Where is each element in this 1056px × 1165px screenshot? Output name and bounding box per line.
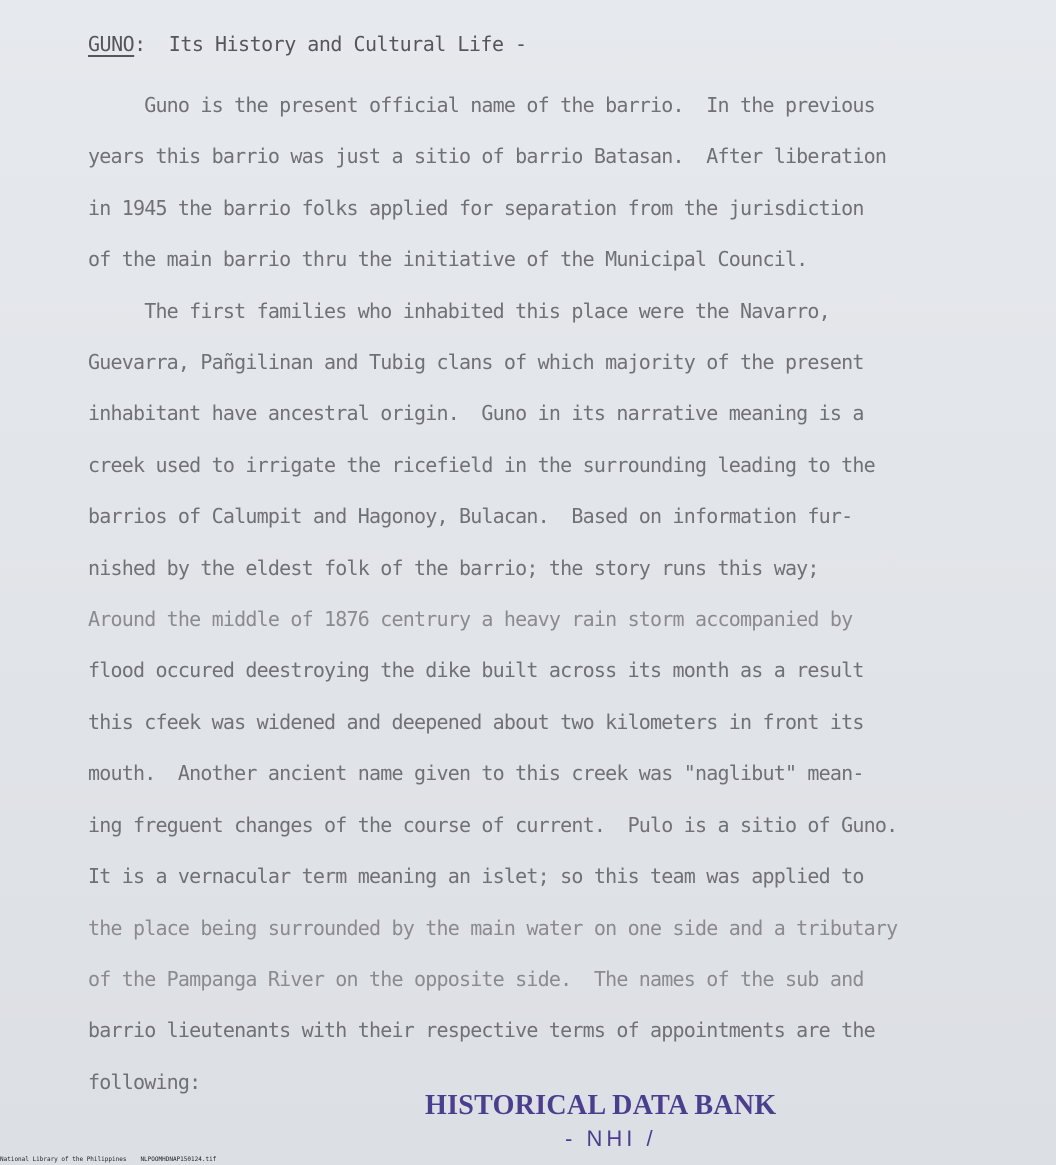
text-line: years this barrio was just a sitio of barrio Batasan. After liberation bbox=[88, 144, 887, 169]
heading-title: : Its History and Cultural Life - bbox=[134, 32, 527, 56]
text-line: The first families who inhabited this place were the Navarro, bbox=[88, 298, 830, 323]
text-line: in 1945 the barrio folks applied for separation from the jurisdiction bbox=[88, 195, 864, 220]
text-line: the place being surrounded by the main water on one side and a tributary bbox=[88, 915, 898, 940]
historical-data-bank-stamp: HISTORICAL DATA BANK bbox=[425, 1090, 777, 1121]
text-line: nished by the eldest folk of the barrio; the story runs this way; bbox=[88, 555, 819, 580]
document-heading bbox=[88, 32, 527, 56]
text-line: Guno is the present official name of the barrio. In the previous bbox=[88, 93, 875, 117]
nhi-stamp-mark: - NHI / bbox=[565, 1126, 657, 1151]
text-line: mouth. Another ancient name given to this creek was "naglibut" mean- bbox=[88, 761, 864, 786]
text-line: barrios of Calumpit and Hagonoy, Bulacan. Based on information fur- bbox=[88, 504, 853, 529]
text-line: flood occured deestroying the dike built across its month as a result bbox=[88, 658, 864, 683]
document-body bbox=[88, 80, 1008, 1108]
text-line: barrio lieutenants with their respective terms of appointments are the bbox=[88, 1018, 875, 1043]
scan-footer bbox=[0, 1156, 216, 1163]
text-line: It is a vernacular term meaning an islet; so this team was applied to bbox=[88, 864, 864, 889]
text-line: following: bbox=[88, 1069, 201, 1094]
heading-place-name: GUNO bbox=[88, 32, 135, 56]
text-line: of the main barrio thru the initiative of the Municipal Council. bbox=[88, 247, 808, 272]
text-line: inhabitant have ancestral origin. Guno in its narrative meaning is a bbox=[88, 401, 864, 426]
text-line: ing freguent changes of the course of current. Pulo is a sitio of Guno. bbox=[88, 812, 898, 837]
text-line: this cfeek was widened and deepened about two kilometers in front its bbox=[88, 709, 864, 734]
footer-filename: NLPOOMHDNAP150124.tif bbox=[140, 1156, 217, 1163]
text-line: Guevarra, Pañgilinan and Tubig clans of which majority of the present bbox=[88, 350, 864, 375]
footer-source: National Library of the Philippines bbox=[0, 1156, 127, 1163]
text-line: Around the middle of 1876 centrury a heavy rain storm accompanied by bbox=[88, 607, 853, 632]
text-line: creek used to irrigate the ricefield in the surrounding leading to the bbox=[88, 452, 875, 477]
text-line: of the Pampanga River on the opposite side. The names of the sub and bbox=[88, 966, 864, 991]
